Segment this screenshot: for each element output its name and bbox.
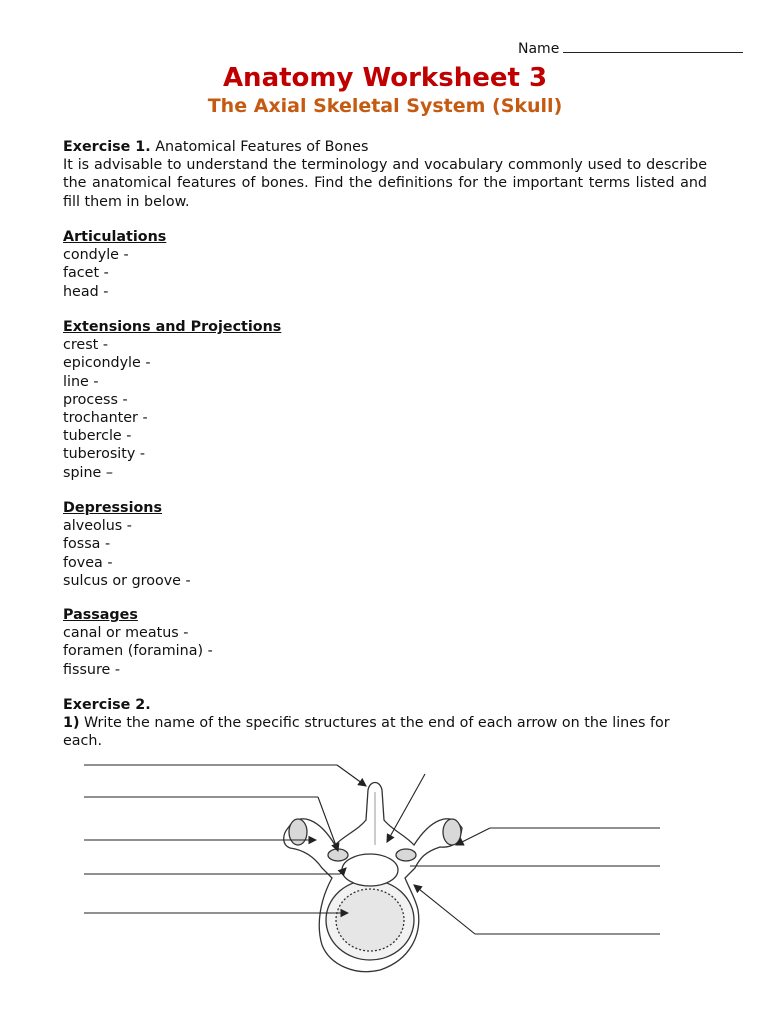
term-item: condyle - (63, 247, 129, 264)
superior-facet-right (396, 849, 416, 861)
section-heading: Passages (63, 607, 138, 623)
vertebral-foramen-shape (342, 854, 398, 886)
transverse-tip-right (443, 819, 461, 845)
exercise-2-label: Exercise 2. (63, 697, 151, 713)
exercise-1 (63, 138, 707, 211)
term-item: sulcus or groove - (63, 572, 191, 589)
vertebra-diagram (0, 750, 770, 1024)
term-item: tuberosity - (63, 446, 146, 463)
exercise-1-heading: Anatomical Features of Bones (155, 139, 369, 155)
term-item: epicondyle - (63, 355, 151, 372)
section-heading: Extensions and Projections (63, 319, 282, 335)
term-item: foramen (foramina) - (63, 643, 213, 660)
name-field[interactable] (518, 40, 743, 57)
transverse-tip-left (289, 819, 307, 845)
worksheet-title: Anatomy Worksheet 3 (222, 63, 548, 93)
exercise-2 (63, 696, 707, 751)
term-item: line - (63, 373, 99, 390)
term-item: alveolus - (63, 518, 132, 535)
section-depressions (63, 499, 191, 590)
term-item: fissure - (63, 661, 121, 678)
name-label: Name (518, 41, 560, 57)
exercise-1-label: Exercise 1. (63, 139, 151, 155)
term-item: fovea - (63, 554, 113, 571)
term-item: tubercle - (63, 428, 132, 445)
term-item: head - (63, 283, 109, 300)
term-item: process - (63, 391, 128, 408)
arrow-left-1 (337, 765, 366, 786)
question-number: 1) (63, 715, 80, 732)
section-passages (63, 606, 213, 679)
arrow-right-3 (414, 885, 475, 934)
vertebra-illustration (284, 783, 462, 972)
section-heading: Articulations (63, 229, 167, 245)
section-articulations (63, 228, 166, 301)
term-item: trochanter - (63, 410, 148, 427)
section-heading: Depressions (63, 500, 162, 516)
worksheet-subtitle: The Axial Skeletal System (Skull) (207, 95, 563, 117)
term-item: spine – (63, 464, 114, 481)
section-extensions (63, 318, 281, 482)
exercise-1-intro: It is advisable to understand the terminology and vocabulary commonly used to describe the anatomical features of bones. Find the definitions for the important terms listed and fill them in below. (63, 157, 707, 210)
question-text: Write the name of the specific structures at the end of each arrow on the lines for each. (63, 715, 670, 750)
term-item: canal or meatus - (63, 625, 189, 642)
name-blank-line[interactable] (563, 40, 743, 53)
term-item: facet - (63, 265, 109, 282)
term-item: crest - (63, 337, 108, 354)
term-item: fossa - (63, 536, 111, 553)
arrow-top-right (387, 774, 425, 842)
vertebral-body-inner (336, 889, 404, 951)
